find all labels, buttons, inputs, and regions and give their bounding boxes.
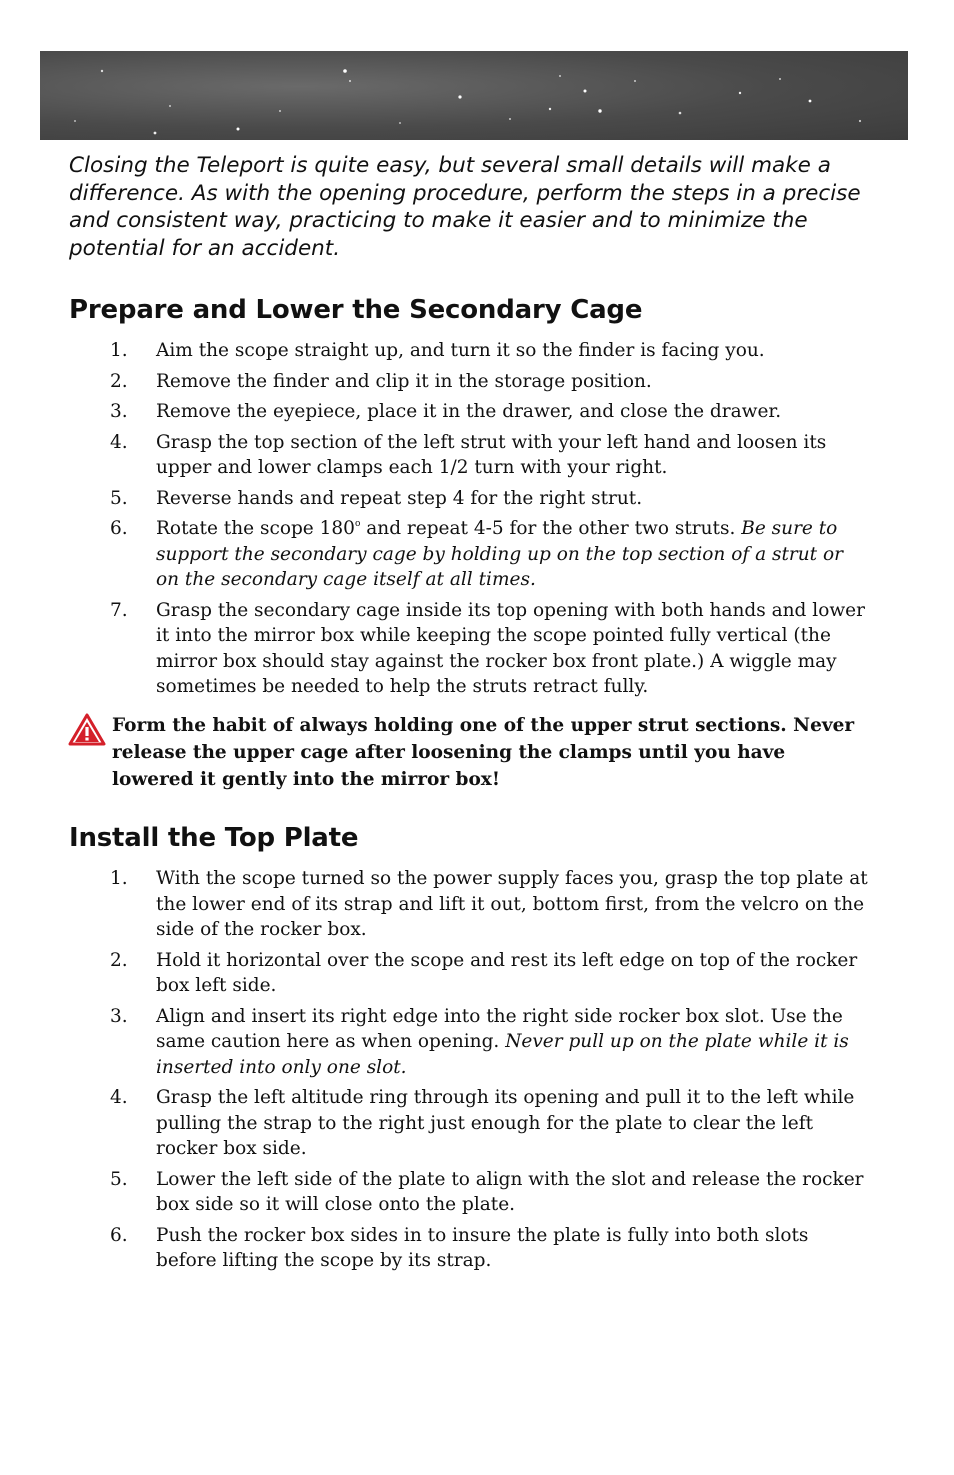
list-item: 3. Remove the eyepiece, place it in the drawer, and close the drawer. xyxy=(110,401,782,422)
warning-triangle-icon xyxy=(68,713,106,746)
section-heading-install: Install the Top Plate xyxy=(69,823,359,853)
list-item: 5. Lower the left side of the plate to align with the slot and release the rocker box side so it will close onto the plate. xyxy=(110,1168,864,1215)
list-item: 7. Grasp the secondary cage inside its top opening with both hands and lower it into the mirror box while keeping the scope pointed fully vertical (the mirror box should stay against the rocker box front plate.) A wiggle may sometimes be needed to help the struts retract fully. xyxy=(110,599,865,697)
warning-callout xyxy=(68,712,868,793)
list-item: 6. Rotate the scope 180$^o$ and repeat 4-5 for the other two struts. Be sure to support the secondary cage by holding up on the top section of a strut or on the secondary cage itself at all times. xyxy=(110,518,843,590)
warning-text: Form the habit of always holding one of the upper strut sections. Never release the upper cage after loosening the clamps until you have lowered it gently into the mirror box! xyxy=(112,715,855,790)
list-item: 1. With the scope turned so the power supply faces you, grasp the top plate at the lower end of its strap and lift it out, bottom first, from the velcro on the side of the rocker box. xyxy=(110,868,868,940)
list-item: 3. Align and insert its right edge into the right side rocker box slot. Use the same caution here as when opening. Never pull up on the plate while it is inserted into only one slot. xyxy=(110,1005,849,1078)
prepare-steps-list xyxy=(110,338,870,705)
list-item: 2. Hold it horizontal over the scope and rest its left edge on top of the rocker box left side. xyxy=(110,949,858,996)
caution-note: Never pull up on the plate while it is inserted into only one slot. xyxy=(156,1031,849,1078)
install-steps-list xyxy=(110,866,870,1279)
intro-paragraph: Closing the Teleport is quite easy, but several small details will make a difference. As with the opening procedure, perform the steps in a precise and consistent way, practicing to make it easier and to minimize the potential for an accident. xyxy=(69,153,861,261)
list-item: 4. Grasp the left altitude ring through its opening and pull it to the left while pulling the strap to the right just enough for the plate to clear the left rocker box side. xyxy=(110,1087,855,1159)
section-heading-prepare: Prepare and Lower the Secondary Cage xyxy=(69,295,643,325)
starfield-banner xyxy=(40,51,908,140)
list-item: 6. Push the rocker box sides in to insure the plate is fully into both slots before lifting the scope by its strap. xyxy=(110,1224,809,1271)
list-item: 1. Aim the scope straight up, and turn it so the finder is facing you. xyxy=(110,340,765,361)
list-item: 2. Remove the finder and clip it in the storage position. xyxy=(110,370,652,392)
list-item: 4. Grasp the top section of the left strut with your left hand and loosen its upper and lower clamps each 1/2 turn with your right. xyxy=(110,431,827,478)
stars-decoration xyxy=(40,51,908,140)
degree-mark: o xyxy=(354,519,361,529)
caution-note: Be sure to support the secondary cage by holding up on the top section of a strut or on the secondary cage itself at all times. xyxy=(156,518,843,590)
list-item: 5. Reverse hands and repeat step 4 for the right strut. xyxy=(110,487,643,509)
